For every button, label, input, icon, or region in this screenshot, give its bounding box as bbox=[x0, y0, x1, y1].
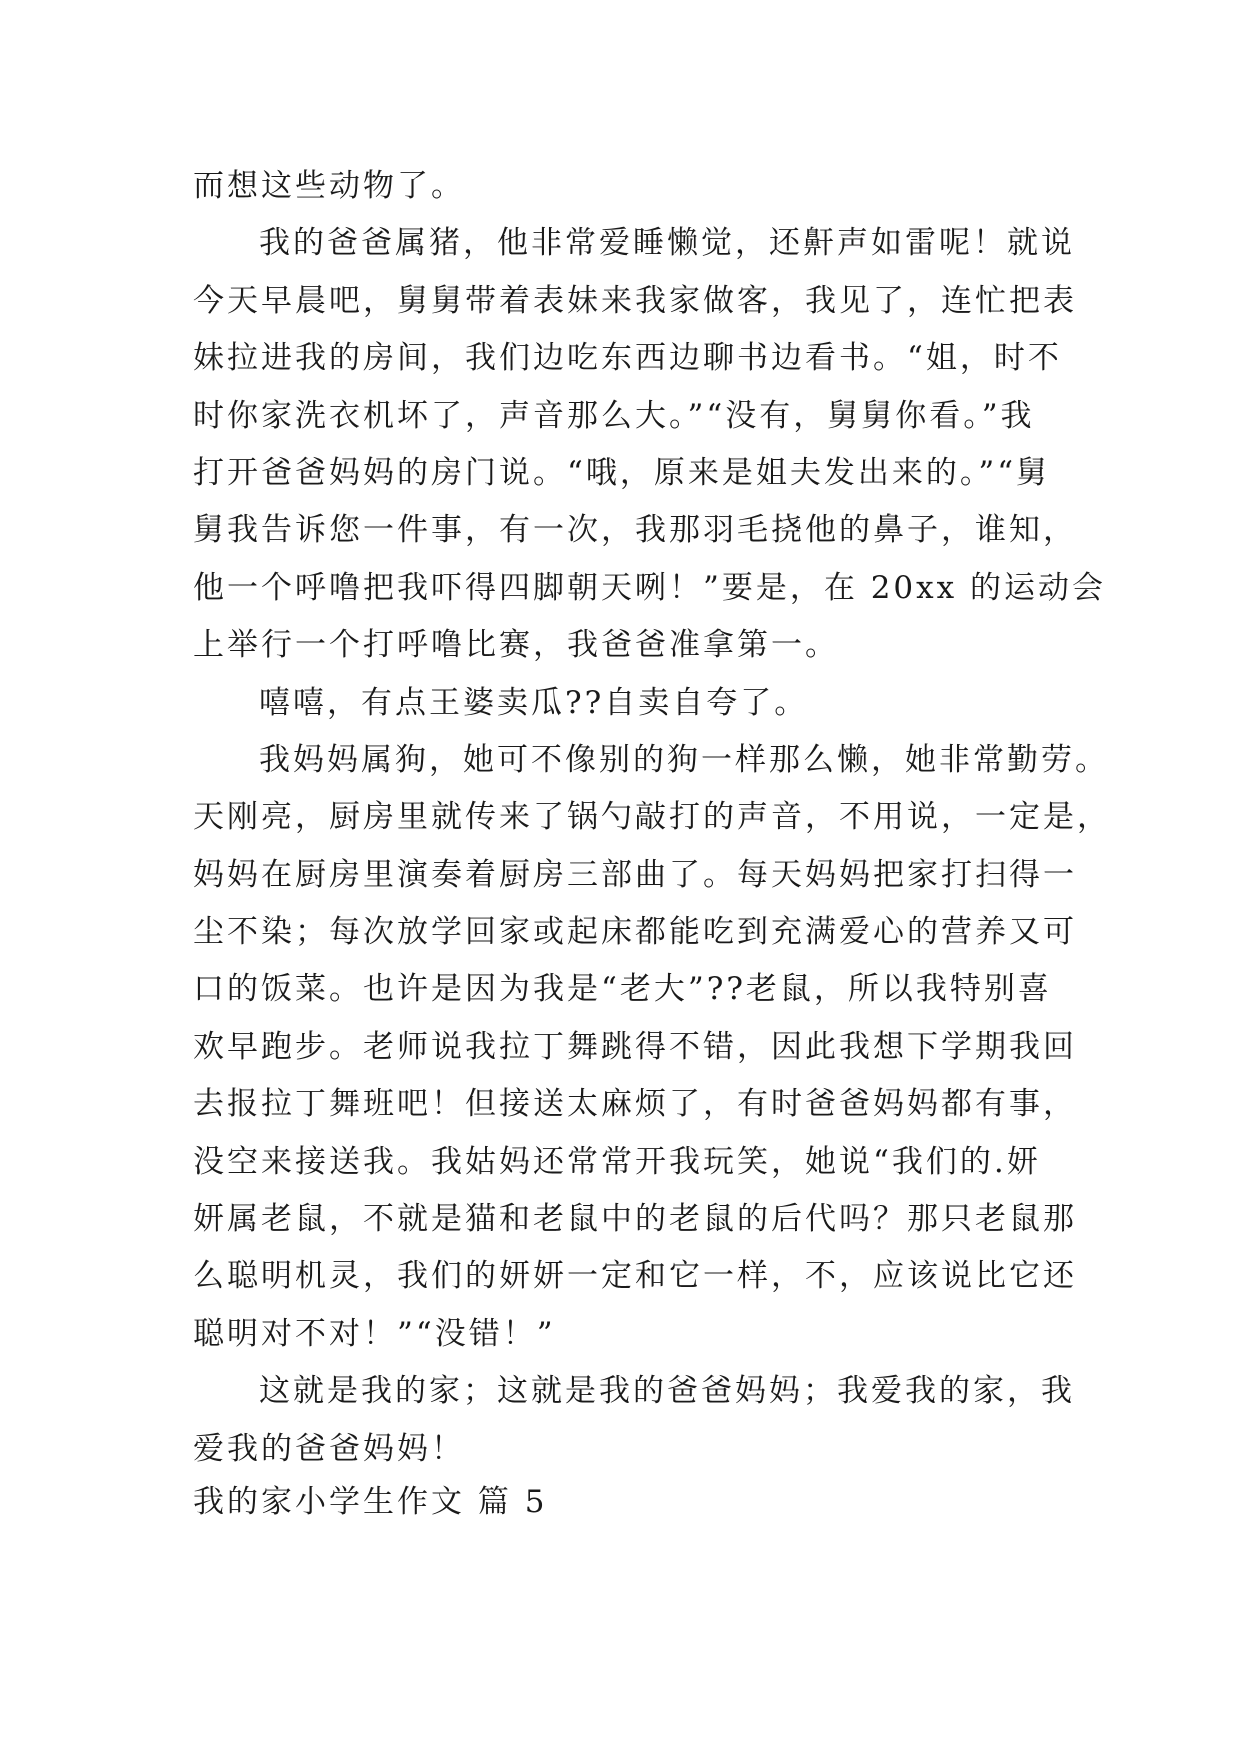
essay-text bbox=[193, 158, 1111, 1531]
text-line: 今天早晨吧，舅舅带着表妹来我家做客，我见了，连忙把表 bbox=[193, 282, 1077, 319]
section-heading: 我的家小学生作文 篇 5 bbox=[193, 1483, 548, 1520]
text-line: 尘不染；每次放学回家或起床都能吃到充满爱心的营养又可 bbox=[193, 914, 1077, 951]
text-line: 聪明对不对！”“没错！” bbox=[193, 1315, 556, 1352]
text-line: 妍属老鼠，不就是猫和老鼠中的老鼠的后代吗？那只老鼠那 bbox=[193, 1201, 1077, 1238]
text-line: 时你家洗衣机坏了，声音那么大。”“没有，舅舅你看。”我 bbox=[193, 397, 1035, 434]
text-line: 么聪明机灵，我们的妍妍一定和它一样，不，应该说比它还 bbox=[193, 1258, 1077, 1295]
text-line: 我妈妈属狗，她可不像别的狗一样那么懒，她非常勤劳。 bbox=[259, 741, 1109, 778]
text-line: 妹拉进我的房间，我们边吃东西边聊书边看书。“姐，时不 bbox=[193, 340, 1062, 377]
text-line: 他一个呼噜把我吓得四脚朝天咧！”要是，在 20xx 的运动会 bbox=[193, 569, 1106, 606]
text-line: 没空来接送我。我姑妈还常常开我玩笑，她说“我们的.妍 bbox=[193, 1143, 1041, 1180]
text-line: 这就是我的家；这就是我的爸爸妈妈；我爱我的家，我 bbox=[259, 1373, 1075, 1410]
text-line: 嘻嘻，有点王婆卖瓜??自卖自夸了。 bbox=[259, 684, 809, 721]
text-line: 欢早跑步。老师说我拉丁舞跳得不错，因此我想下学期我回 bbox=[193, 1028, 1077, 1065]
text-line: 我的爸爸属猪，他非常爱睡懒觉，还鼾声如雷呢！就说 bbox=[259, 225, 1075, 262]
text-line: 上举行一个打呼噜比赛，我爸爸准拿第一。 bbox=[193, 627, 839, 664]
text-line: 爱我的爸爸妈妈！ bbox=[193, 1430, 465, 1467]
text-line: 打开爸爸妈妈的房门说。“哦，原来是姐夫发出来的。”“舅 bbox=[193, 454, 1051, 491]
text-line: 妈妈在厨房里演奏着厨房三部曲了。每天妈妈把家打扫得一 bbox=[193, 856, 1077, 893]
text-line: 而想这些动物了。 bbox=[193, 168, 465, 204]
text-line: 去报拉丁舞班吧！但接送太麻烦了，有时爸爸妈妈都有事， bbox=[193, 1086, 1077, 1123]
text-line: 口的饭菜。也许是因为我是“老大”??老鼠，所以我特别喜 bbox=[193, 971, 1052, 1008]
text-line: 舅我告诉您一件事，有一次，我那羽毛挠他的鼻子，谁知， bbox=[193, 512, 1077, 549]
text-line: 天刚亮，厨房里就传来了锅勺敲打的声音，不用说，一定是， bbox=[193, 799, 1111, 836]
